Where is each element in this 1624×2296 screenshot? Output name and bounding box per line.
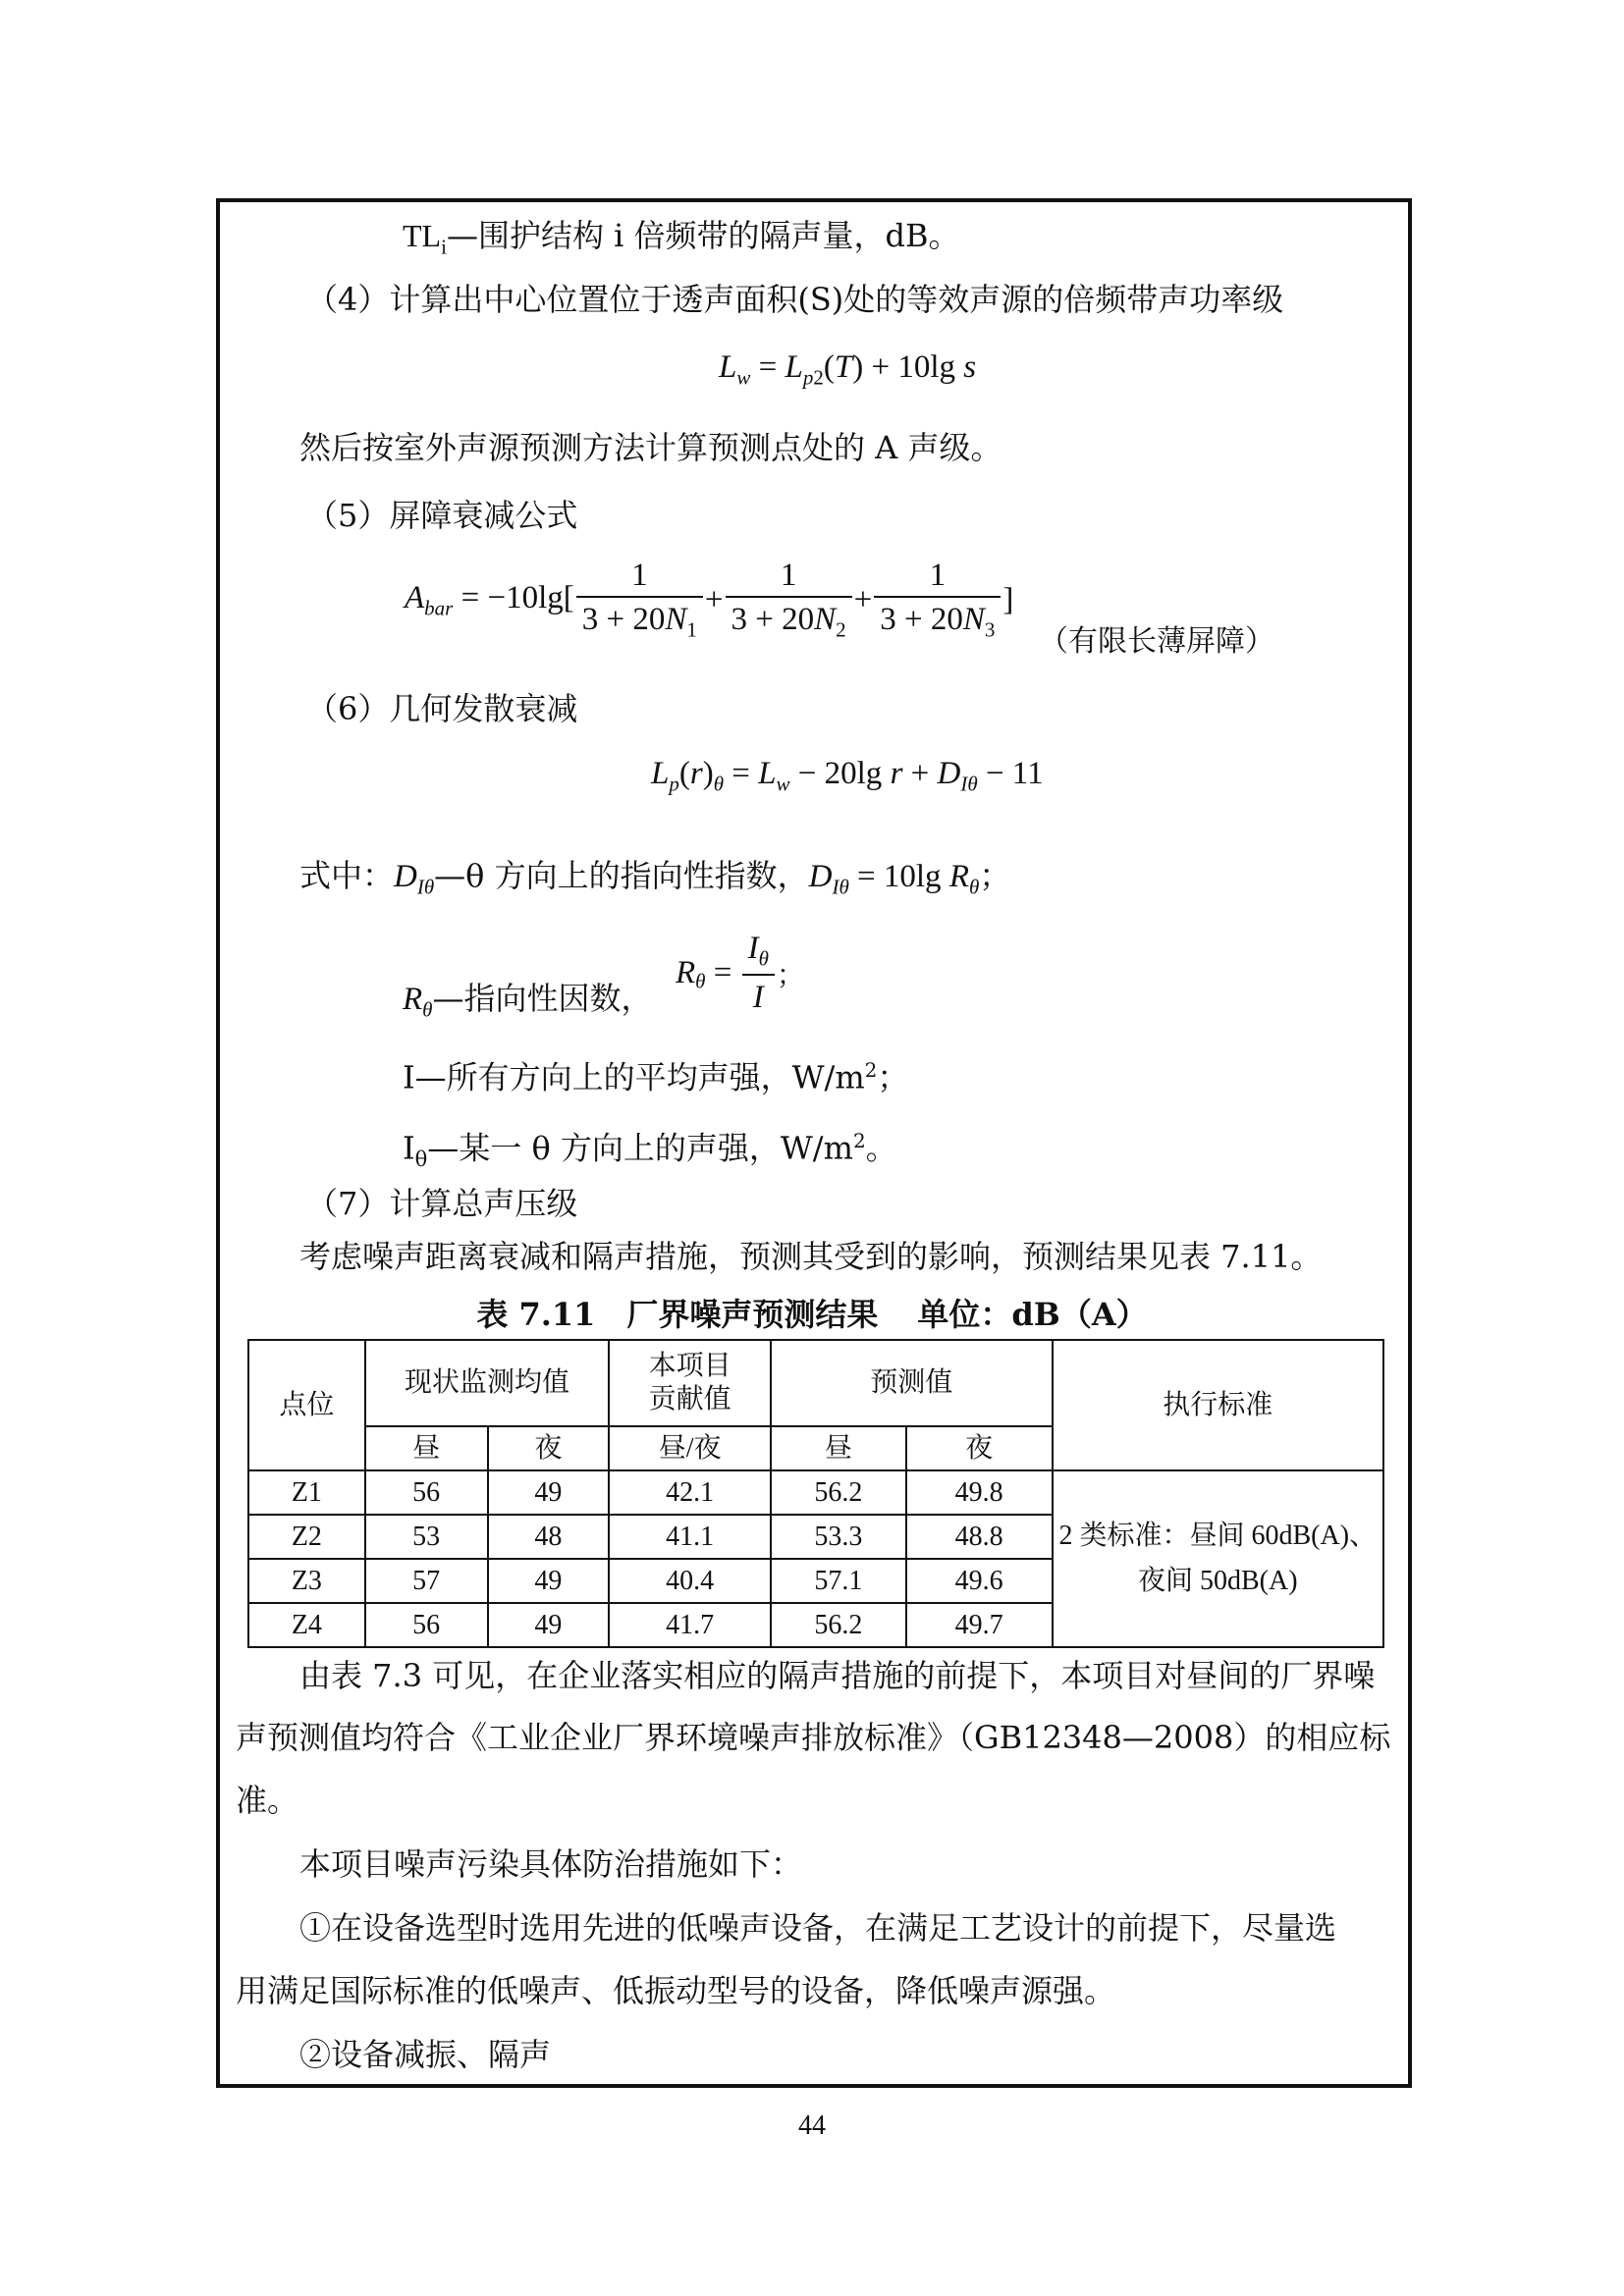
measures-intro: 本项目噪声污染具体防治措施如下： [299, 1845, 803, 1883]
cell-point: Z4 [248, 1603, 365, 1647]
header-point: 点位 [248, 1340, 365, 1470]
cell-predicted-night: 48.8 [906, 1515, 1053, 1559]
cell-current-day: 57 [365, 1559, 488, 1603]
conclusion-line-1: 由表 7.3 可见，在企业落实相应的隔声措施的前提下，本项目对昼间的厂界噪 [299, 1657, 1376, 1694]
i-theta-definition: $I_\theta—$某一 θ 方向上的声强，$W/m^2$。 [403, 1129, 897, 1172]
cell-predicted-day: 57.1 [771, 1559, 906, 1603]
cell-predicted-day: 56.2 [771, 1603, 906, 1647]
cell-current-day: 53 [365, 1515, 488, 1559]
cell-point: Z3 [248, 1559, 365, 1603]
cell-predicted-day: 56.2 [771, 1470, 906, 1515]
then-text: 然后按室外声源预测方法计算预测点处的 A 声级。 [299, 429, 1002, 466]
header-contribution: 本项目 贡献值 [609, 1340, 771, 1426]
header-predicted-night: 夜 [906, 1426, 1053, 1470]
where-line: 式中：$D_{I\theta}—\theta$ 方向上的指向性指数，$D_{I\theta} = 10\lg$ $R_\theta$； [299, 857, 1011, 899]
cell-contribution: 40.4 [609, 1559, 771, 1603]
header-current-night: 夜 [488, 1426, 610, 1470]
tl-definition: $TL_i—$围护结构 i 倍频带的隔声量，dB。 [403, 217, 960, 259]
r-theta-line: $R_\theta—$指向性因数， [403, 980, 653, 1022]
step-5-text: （5）屏障衰减公式 [306, 497, 578, 534]
cell-current-day: 56 [365, 1603, 488, 1647]
measure-1-line-2: 用满足国际标准的低噪声、低振动型号的设备，降低噪声源强。 [236, 1972, 1116, 2009]
cell-contribution: 41.1 [609, 1515, 771, 1559]
header-standard: 执行标准 [1053, 1340, 1383, 1470]
cell-predicted-night: 49.8 [906, 1470, 1053, 1515]
cell-point: Z1 [248, 1470, 365, 1515]
header-current-day: 昼 [365, 1426, 488, 1470]
cell-current-night: 49 [488, 1603, 610, 1647]
measure-1-line-1: ①在设备选型时选用先进的低噪声设备，在满足工艺设计的前提下，尽量选 [299, 1909, 1337, 1947]
step-6-text: （6）几何发散衰减 [306, 690, 578, 727]
header-predicted: 预测值 [771, 1340, 1053, 1426]
consider-text: 考虑噪声距离衰减和隔声措施，预测其受到的影响，预测结果见表 7.11。 [299, 1238, 1323, 1275]
measure-2: ②设备减振、隔声 [299, 2036, 552, 2073]
cell-current-night: 49 [488, 1470, 610, 1515]
i-definition: I—所有方向上的平均声强，$W/m^2$； [403, 1058, 909, 1096]
cell-point: Z2 [248, 1515, 365, 1559]
cell-predicted-night: 49.7 [906, 1603, 1053, 1647]
equation-sound-power: $L_w = L_{p2}(T) + 10\lg$ s [719, 349, 977, 390]
cell-predicted-night: 49.6 [906, 1559, 1053, 1603]
header-current: 现状监测均值 [365, 1340, 610, 1426]
header-contribution-daynight: 昼/夜 [609, 1426, 771, 1470]
cell-current-night: 49 [488, 1559, 610, 1603]
cell-contribution: 41.7 [609, 1603, 771, 1647]
equation-barrier: $A_{bar} = -10\lg$[ $\frac{1}{3 + 20N_1}$ + $\frac{1}{3 + 20N_2}$ + $\frac{1}{3 + 20N_3}$ ] [405, 558, 1014, 642]
equation-divergence: $L_p(r)_\theta = L_w - 20\lg$ $r + D_{I\theta} - 11$ [651, 756, 1044, 796]
conclusion-line-3: 准。 [236, 1782, 299, 1819]
cell-standard: 2 类标准：昼间 60dB(A)、 夜间 50dB(A) [1053, 1470, 1383, 1647]
header-predicted-day: 昼 [771, 1426, 906, 1470]
step-4-text: （4）计算出中心位置位于透声面积(S)处的等效声源的倍频带声功率级 [306, 281, 1284, 318]
equation-r-theta: $R_\theta$ = $\frac{I_\theta}{I}$ ； [676, 931, 804, 1015]
table-row [248, 1470, 1383, 1515]
table-caption: 表 7.11 厂界噪声预测结果 单位：dB（A） [476, 1296, 1148, 1333]
cell-current-night: 48 [488, 1515, 610, 1559]
step-7-text: （7）计算总声压级 [306, 1185, 578, 1222]
cell-contribution: 42.1 [609, 1470, 771, 1515]
barrier-note: （有限长薄屏障） [1039, 624, 1274, 659]
conclusion-line-2: 声预测值均符合《工业企业厂界环境噪声排放标准》（GB12348—2008）的相应标 [236, 1719, 1391, 1756]
page-number: 44 [798, 2110, 826, 2141]
cell-predicted-day: 53.3 [771, 1515, 906, 1559]
cell-current-day: 56 [365, 1470, 488, 1515]
noise-prediction-table [247, 1339, 1384, 1648]
